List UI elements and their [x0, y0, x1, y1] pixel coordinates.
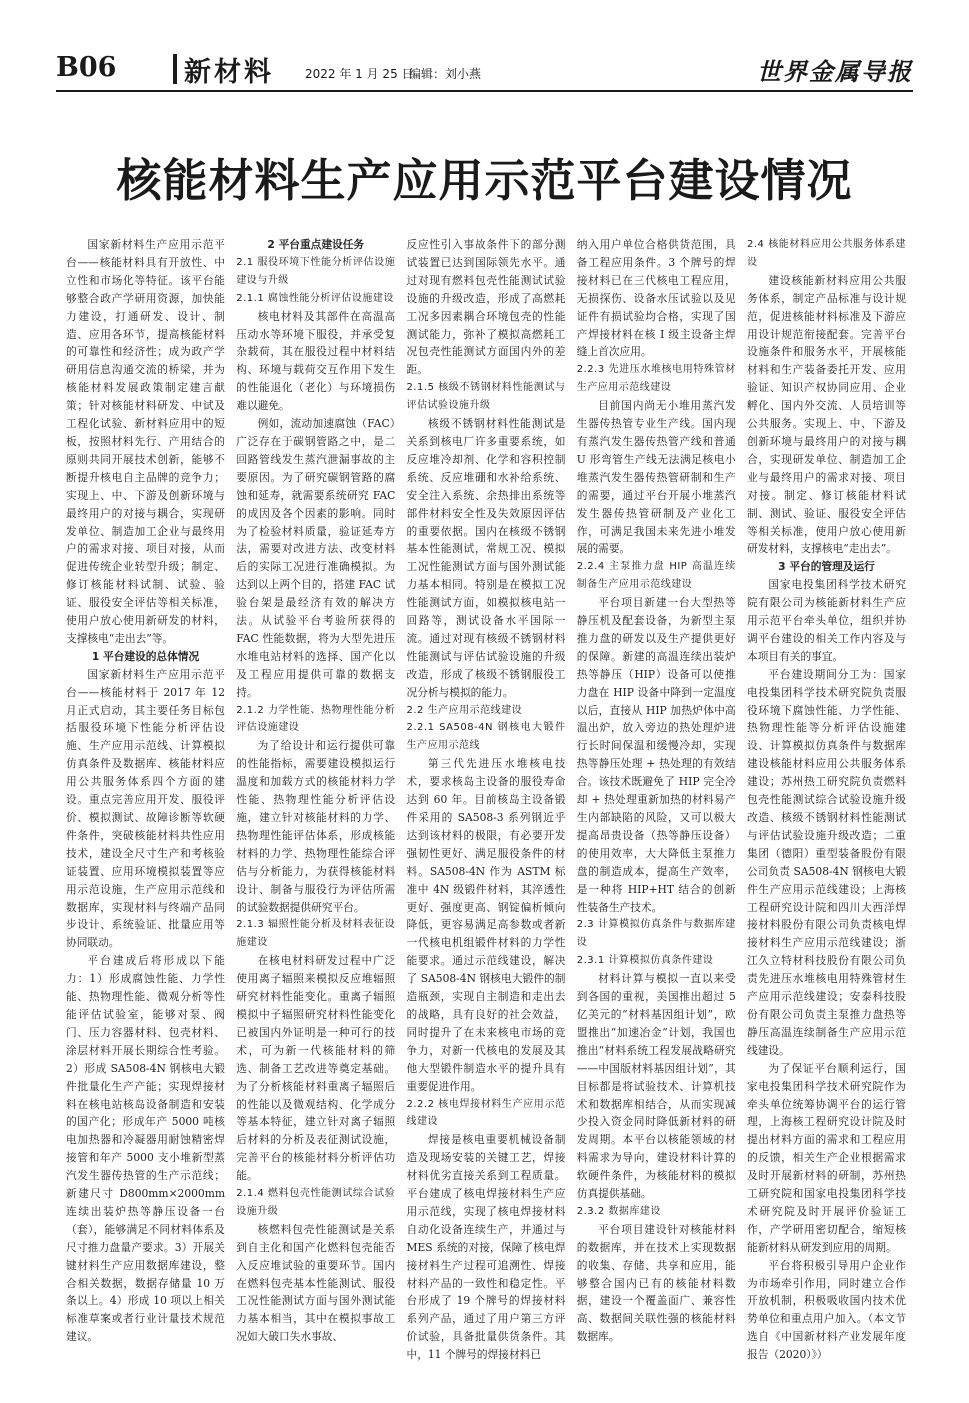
section-heading: 2.2.2 核电焊接材料生产应用示范线建设 — [406, 1098, 566, 1128]
paragraph: 为了给设计和运行提供可靠的性能指标，需要建设模拟运行温度和加载方式的核能材料力学性能、热物理性能分析评估设施，建立针对核能材料的力学、热物理性能评估体系，形成核能材料的力学、热物理性能综合评估与分析能力，为获得核能材料设计、制备与服役行为评估所需的试验数据提供研究平台。 — [236, 739, 396, 914]
paragraph: 材料计算与模拟一直以来受到各国的重视，美国推出超过 5 亿美元的“材料基因组计划”，欧盟推出“加速冶金”计划，我国也推出“材料系统工程发展战略研究——中国版材料基因组计划”，其目标都是将试验技术、计算机技术和数据库相结合，从而实现减少投入资金同时降低新材料的研发周期。本平台以核能领域的材料需求为导向，建设材料计算的软硬件条件，为核能材料的模拟仿真提供基础。 — [576, 972, 736, 1201]
paragraph: 为了保证平台顺利运行，国家电投集团科学技术研究院作为牵头单位统筹协调平台的运行管理，上海核工程研究设计院及时提出材料方面的需求和工程应用的反馈，相关生产企业根据需求及时开展新材料的研制，苏州热工研究院和国家电投集团科学技术研究院及时开展评价验证工作，产学研用密切配合，缩短核能新材料从研发到应用的周期。 — [747, 1061, 906, 1254]
paragraph: 目前国内尚无小堆用蒸汽发生器传热管专业生产线。国内现有蒸汽发生器传热管产线和普通 U 形弯管生产线无法满足核电小堆蒸汽发生器传热管研制和生产的需要，通过平台开展小堆蒸汽发生器传热管研制及产业化工作，可满足我国未来先进小堆发展的需要。 — [576, 399, 736, 556]
paragraph: 反应性引入事故条件下的部分测试装置已达到国际领先水平。通过对现有燃料包壳性能测试试验设施的升级改造，形成了高燃耗工况多因素耦合环境包壳的性能测试能力，弥补了模拟高燃耗工况包壳性能测试方面国内外的差距。 — [406, 238, 566, 377]
paragraph: 核电材料及其部件在高温高压动水等环境下服役，并承受复杂载荷，其在服役过程中材料结构、环境与载荷交互作用下发生的性能退化（老化）与环境损伤难以避免。 — [236, 309, 396, 413]
text-column — [407, 236, 566, 1382]
paragraph: 平台项目新建一台大型热等静压机及配套设备，为新型主泵推力盘的研发以及生产提供更好的保障。新建的高温连续出装炉热等静压（HIP）设备可以使推力盘在 HIP 设备中降到一定温度以后，直接从 HIP 加热炉体中高温出炉，放入旁边的热处理炉进行长时间保温和缓慢冷却，实现热等静压处理 + 热处理的有效结合。该技术既避免了 HIP 完全冷却 + 热处理重新加热的材料易产生内部缺陷的风险，又可以极大提高昂贵设备（热等静压设备）的使用效率，大大降低主泵推力盘的制造成本，提高生产效率，是一种将 HIP+HT 结合的创新性装备生产技术。 — [576, 596, 736, 914]
paragraph: 纳入用户单位合格供货范围，具备工程应用条件。3 个牌号的焊接材料已在三代核电工程应用，无损探伤、设备水压试验以及见证件有损试验均合格，实现了国产焊接材料在核 I 级主设备主焊缝上首次应用。 — [576, 238, 736, 359]
paragraph: 平台建成后将形成以下能力：1）形成腐蚀性能、力学性能、热物理性能、微观分析等性能评估试验室，能够对泵、阀门、压力容器材料、包壳材料、涂层材料开展长期综合性考验。2）形成 SA508-4N 钢核电大锻件批量化生产产能；实现焊接材料在核电站核岛设备制造和安装的国产化；形成年产 5000 吨核电加热器和冷凝器用耐蚀精密焊接管和年产 5000 支小堆新型蒸汽发生器传热管的生产示范线；新建尺寸 D800mm×2000mm 连续出装炉热等静压设备一台（套），能够满足不同材料体系及尺寸推力盘量产要求。3）开展关键材料生产应用数据库建设，整合相关数据，数据存储量 10 万条以上。4）形成 10 项以上相关标准草案或者行业计量技术规范建议。 — [66, 954, 225, 1344]
section-heading: 2.4 核能材料应用公共服务体系建设 — [747, 239, 906, 268]
page-header — [56, 50, 913, 90]
header-rule — [56, 90, 913, 92]
article-title: 核能材料生产应用示范平台建设情况 — [116, 154, 853, 207]
page-number: B06 — [56, 52, 117, 83]
newspaper-brand: 世界金属导报 — [757, 57, 913, 86]
paragraph: 核级不锈钢材料性能测试是关系到核电厂许多重要系统，如反应堆冷却剂、化学和容积控制系统、反应堆硼和水补给系统、安全注入系统、余热排出系统等部件材料安全性及失效原因评估的重要依据。国内在核级不锈钢基本性能测试，常规工况、模拟工况性能测试方面与国外测试能力基本相同。特别是在模拟工况性能测试方面，如模拟核电站一回路等，测试设备水平国际一流。通过对现有核级不锈钢材料性能测试与评估试验设施的升级改造，形成了核级不锈钢服役工况分析与模拟的能力。 — [406, 417, 566, 699]
article-body — [66, 236, 906, 1382]
text-column — [236, 236, 395, 1382]
paragraph: 平台将积极引导用户企业作为市场牵引作用，同时建立合作开放机制，积极吸收国内技术优势单位和重点用户加入。（本文节选自《中国新材料产业发展年度报告（2020）》） — [747, 1258, 906, 1362]
paragraph: 国家新材料生产应用示范平台——核能材料具有开放性、中立性和市场化等特征。该平台能够整合政产学研用资源，加快能力建设，打通研发、设计、制造、应用各环节，提高核能材料的可靠性和经济性；成为政产学研用信息沟通交流的桥梁，并为核能材料发展政策制定建言献策；针对核能材料研发、中试及工程化试验、新材料应用中的短板，按照材料先行、产用结合的原则共同开展技术创新，能够不断提升核电自主品牌的竞争力；实现上、中、下游及创新环境与最终用户的对接与耦合，实现研发单位、制造加工企业与最终用户的需求对接、项目对接，从而促进传统企业转型升级；制定、修订核能材料试制、试验、验证、服役安全评估等相关标准，使用户放心使用新研发的材料，支撑核电“走出去”等。 — [66, 238, 225, 645]
paragraph: 例如，流动加速腐蚀（FAC）广泛存在于碳钢管路之中，是二回路管线发生蒸汽泄漏事故的主要原因。为了研究碳钢管路的腐蚀和延寿，就需要系统研究 FAC 的成因及各个因素的影响。同时为了检验材料质量，验证延寿方法，需要对改进方法、改变材料后的实际工况进行准确模拟。为达到以上两个目的，搭建 FAC 试验台架是最经济有效的解决方法。从试验平台考验所获得的 FAC 性能数据，将为大型先进压水堆电站材料的选择、国产化以及工程应用提供可靠的数据支持。 — [236, 417, 396, 699]
section-heading: 2.2 生产应用示范线建设 — [406, 704, 523, 716]
issue-date: 2022 年 1 月 25 日 — [305, 67, 414, 81]
section-heading: 2.3.2 数据库建设 — [576, 1205, 661, 1217]
section-heading: 2.1.5 核级不锈钢材料性能测试与评估试验设施升级 — [406, 382, 566, 412]
paragraph: 核燃料包壳性能测试是关系到自主化和国产化燃料包壳能否入反应堆试验的重要环节。国内在燃料包壳基本性能测试、服役工况性能测试方面与国外测试能力基本相当，其中在模拟事故工况如大破口失水事故、 — [236, 1222, 396, 1344]
section-heading: 2 平台重点建设任务 — [267, 238, 365, 251]
section-heading: 2.1 服役环境下性能分析评估设施建设与升级 — [236, 256, 396, 286]
paragraph: 建设核能新材料应用公共服务体系，制定产品标准与设计规范，促进核能材料标准及下游应用设计规范衔接配套。完善平台设施条件和服务水平，开展核能材料和生产装备委托开发、应用验证、知识产权协同应用、企业孵化、国内外交流、人员培训等公共服务。实现上、中、下游及创新环境与最终用户的对接与耦合，实现研发单位、制造加工企业与最终用户的需求对接、项目对接。制定、修订核能材料试制、测试、验证、服役安全评估等相关标准，使用户放心使用新研发材料，支撑核电“走出去”。 — [747, 273, 906, 556]
section-heading: 2.1.4 燃料包壳性能测试综合试验设施升级 — [236, 1188, 396, 1217]
section-heading: 2.1.3 辐照性能分析及材料表征设施建设 — [236, 919, 396, 949]
text-column — [577, 236, 736, 1382]
paragraph: 平台建设期间分工为：国家电投集团科学技术研究院负责服役环境下腐蚀性能、力学性能、热物理性能等分析评估设施建设、计算模拟仿真条件与数据库建设核能材料应用公共服务体系建设；苏州热工研究院负责燃料包壳性能测试综合试验设施升级改造、核级不锈钢材料性能测试与评估试验设施升级改造；二重集团（德阳）重型装备股份有限公司负责 SA508-4N 钢核电大锻件生产应用示范线建设；上海核工程研究设计院和四川大西洋焊接材料股份有限公司负责核电焊接材料生产应用示范线建设；浙江久立特材科技股份有限公司负责先进压水堆核电用特殊管材生产应用示范线建设；安泰科技股份有限公司负责主泵推力盘热等静压高温连续制备生产应用示范线建设。 — [747, 667, 906, 1057]
paragraph: 在核电材料研发过程中广泛使用离子辐照来模拟反应堆辐照研究材料性能变化。重离子辐照模拟中子辐照研究材料性能变化已被国内外证明是一种可行的技术，可为新一代核能材料的筛选、制备工艺改进等奠定基础。为了分析核能材料重离子辐照后的性能以及微观结构、化学成分等基本特征，建立针对离子辐照后材料的分析及表征测试设施，完善平台的核能材料分析评估功能。 — [236, 954, 396, 1183]
section-heading: 3 平台的管理及运行 — [778, 560, 875, 574]
section-heading: 1 平台建设的总体情况 — [91, 649, 200, 663]
section-heading: 2.3 计算模拟仿真条件与数据库建设 — [576, 919, 736, 949]
section-heading: 2.1.1 腐蚀性能分析评估设施建设 — [236, 292, 394, 304]
paragraph: 平台项目建设针对核能材料的数据库，并在技术上实现数据的收集、存储、共享和应用，能够整合国内已有的核能材料数据，建设一个覆盖面广、兼容性高、数据间关联性强的核能材料数据库。 — [576, 1222, 736, 1344]
section-heading: 2.2.1 SA508-4N 钢核电大锻件生产应用示范线 — [406, 722, 566, 752]
paragraph: 第三代先进压水堆核电技术，要求核岛主设备的服役寿命达到 60 年。目前核岛主设备锻件采用的 SA508-3 系列钢近乎达到该材料的极限，有必要开发强韧性更好、满足服役条件的材料。SA508-4N 作为 ASTM 标准中 4N 级锻件材料，其淬透性更好、强度更高、钢锭偏析倾向降低，更容易满足高参数或者新一代核电机组锻件材料的力学性能要求。通过示范线建设，解决了 SA508-4N 钢核电大锻件的制造瓶颈，实现自主制造和走出去的战略，具有良好的社会效益，同时提升了在未来核电市场的竞争力，对新一代核电的发展及其他大型锻件制造水平的提升具有重要促进作用。 — [406, 757, 566, 1093]
paragraph: 国家电投集团科学技术研究院有限公司为核能新材料生产应用示范平台牵头单位，组织并协调平台建设的相关工作内容及与本项目有关的事宜。 — [747, 578, 906, 663]
header-divider — [173, 54, 177, 84]
paragraph: 焊接是核电重要机械设备制造及现场安装的关键工艺，焊接材料优劣直接关系到工程质量。平台建成了核电焊接材料生产应用示范线，实现了核电焊接材料自动化设备连续生产，并通过与 MES 系统的对接，保障了核电焊接材料生产过程可追溯性、焊接材料产品的一致性和稳定性。平台形成了 19 个牌号的焊接材料系列产品，通过了用户第三方评价试验，具备批量供货条件。其中，11 个牌号的焊接材料已 — [406, 1133, 566, 1362]
section-heading: 2.2.3 先进压水堆核电用特殊管材生产应用示范线建设 — [576, 364, 736, 394]
editor-credit: 编辑：刘小燕 — [409, 67, 482, 81]
text-column — [66, 236, 225, 1382]
paragraph: 国家新材料生产应用示范平台——核能材料于 2017 年 12 月正式启动，其主要任务目标包括服役环境下性能分析评估设施、生产应用示范线、计算模拟仿真条件及数据库、核能材料应用公共服务体系四个方面的建设。重点完善应用开发、服役评价、模拟测试、故障诊断等软硬件条件，突破核能材料共性应用技术，建设全尺寸生产和考核验证装置、应用环境模拟装置等应用示范设施，生产应用示范线和数据库，实现材料与终端产品同步设计、系统验证、批量应用等协同联动。 — [66, 667, 225, 950]
section-heading: 2.1.2 力学性能、热物理性能分析评估设施建设 — [236, 704, 396, 734]
text-column — [747, 236, 906, 1382]
section-heading: 2.3.1 计算模拟仿真条件建设 — [576, 955, 714, 967]
section-heading: 2.2.4 主泵推力盘 HIP 高温连续制备生产应用示范线建设 — [576, 561, 736, 591]
section-name: 新材料 — [184, 57, 274, 88]
